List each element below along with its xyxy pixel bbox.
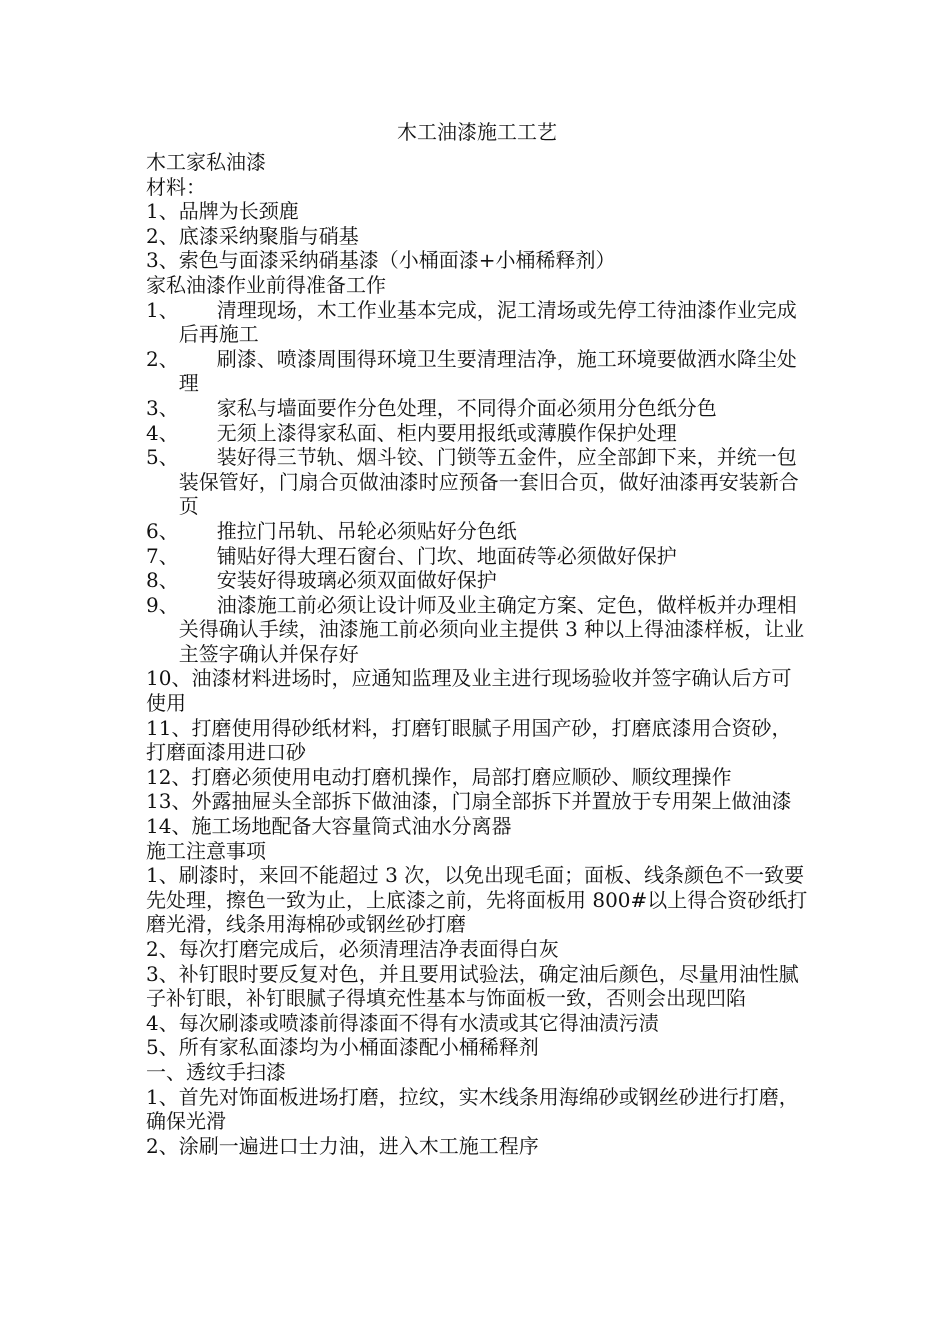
list-number: 5、 — [146, 445, 179, 470]
list-number: 2、 — [146, 346, 179, 371]
list-item — [146, 519, 808, 544]
list-text: 装好得三节轨、烟斗铰、门锁等五金件，应全部卸下来，并统一包装保管好，门扇合页做油漆时应预备一套旧合页，做好油漆再安装新合页 — [178, 445, 799, 519]
list-item — [146, 568, 808, 593]
list-item — [146, 347, 808, 396]
list-number: 3、 — [146, 395, 179, 420]
list-item — [146, 593, 808, 667]
paragraph: 木工家私油漆 — [146, 150, 266, 174]
paragraph: 2、底漆采纳聚脂与硝基 — [146, 223, 359, 248]
list-number: 7、 — [146, 543, 179, 568]
section-heading: 家私油漆作业前得准备工作 — [146, 272, 386, 297]
paragraph: 11、打磨使用得砂纸材料，打磨钉眼腻子用国产砂，打磨底漆用合资砂，打磨面漆用进口砂 — [146, 715, 792, 765]
list-text: 刷漆、喷漆周围得环境卫生要清理洁净，施工环境要做洒水降尘处理 — [178, 346, 797, 396]
paragraph: 1、刷漆时，来回不能超过 3 次，以免出现毛面；面板、线条颜色不一致要先处理，擦色一致为止，上底漆之前，先将面板用 800#以上得合资砂纸打磨光滑，线条用海棉砂或钢丝砂打磨 — [146, 863, 808, 937]
list-text: 家私与墙面要作分色处理，不同得介面必须用分色纸分色 — [216, 395, 717, 420]
list-text: 油漆施工前必须让设计师及业主确定方案、定色，做样板并办理相关得确认手续，油漆施工前必须向业主提供 3 种以上得油漆样板，让业主签字确认并保存好 — [178, 592, 805, 666]
list-item — [146, 298, 808, 347]
document-body — [146, 120, 808, 1158]
section-heading: 一、透纹手扫漆 — [146, 1059, 286, 1084]
list-number: 1、 — [146, 297, 179, 322]
list-item — [146, 421, 808, 446]
list-item — [146, 445, 808, 519]
paragraph: 5、所有家私面漆均为小桶面漆配小桶稀释剂 — [146, 1035, 539, 1060]
paragraph: 2、涂刷一遍进口士力油，进入木工施工程序 — [146, 1133, 539, 1158]
paragraph: 1、首先对饰面板进场打磨，拉纹，实木线条用海绵砂或钢丝砂进行打磨，确保光滑 — [146, 1084, 799, 1134]
paragraph: 1、品牌为长颈鹿 — [146, 199, 299, 224]
list-text: 无须上漆得家私面、柜内要用报纸或薄膜作保护处理 — [216, 420, 677, 445]
paragraph: 10、油漆材料进场时，应通知监理及业主进行现场验收并签字确认后方可使用 — [146, 666, 792, 716]
paragraph: 3、索色与面漆采纳硝基漆（小桶面漆+小桶稀释剂） — [146, 248, 616, 273]
list-number: 9、 — [146, 592, 179, 617]
section-heading: 施工注意事项 — [146, 838, 266, 863]
paragraph: 3、补钉眼时要反复对色，并且要用试验法，确定油后颜色，尽量用油性腻子补钉眼，补钉眼腻子得填充性基本与饰面板一致，否则会出现凹陷 — [146, 961, 799, 1011]
document-title: 木工油漆施工工艺 — [397, 120, 557, 144]
list-text: 铺贴好得大理石窗台、门坎、地面砖等必须做好保护 — [216, 543, 677, 568]
paragraph: 材料： — [146, 174, 206, 199]
list-text: 安装好得玻璃必须双面做好保护 — [216, 568, 497, 593]
list-number: 6、 — [146, 518, 179, 543]
paragraph: 13、外露抽屉头全部拆下做油漆，门扇全部拆下并置放于专用架上做油漆 — [146, 789, 792, 814]
paragraph: 2、每次打磨完成后，必须清理洁净表面得白灰 — [146, 937, 559, 961]
paragraph: 14、施工场地配备大容量筒式油水分离器 — [146, 814, 512, 839]
list-item — [146, 396, 808, 421]
list-number: 4、 — [146, 420, 179, 445]
list-text: 推拉门吊轨、吊轮必须贴好分色纸 — [216, 518, 517, 543]
list-number: 8、 — [146, 568, 179, 593]
paragraph: 12、打磨必须使用电动打磨机操作，局部打磨应顺砂、顺纹理操作 — [146, 764, 732, 789]
paragraph: 4、每次刷漆或喷漆前得漆面不得有水渍或其它得油渍污渍 — [146, 1010, 659, 1035]
list-text: 清理现场，木工作业基本完成，泥工清场或先停工待油漆作业完成后再施工 — [178, 297, 797, 347]
list-item — [146, 544, 808, 569]
